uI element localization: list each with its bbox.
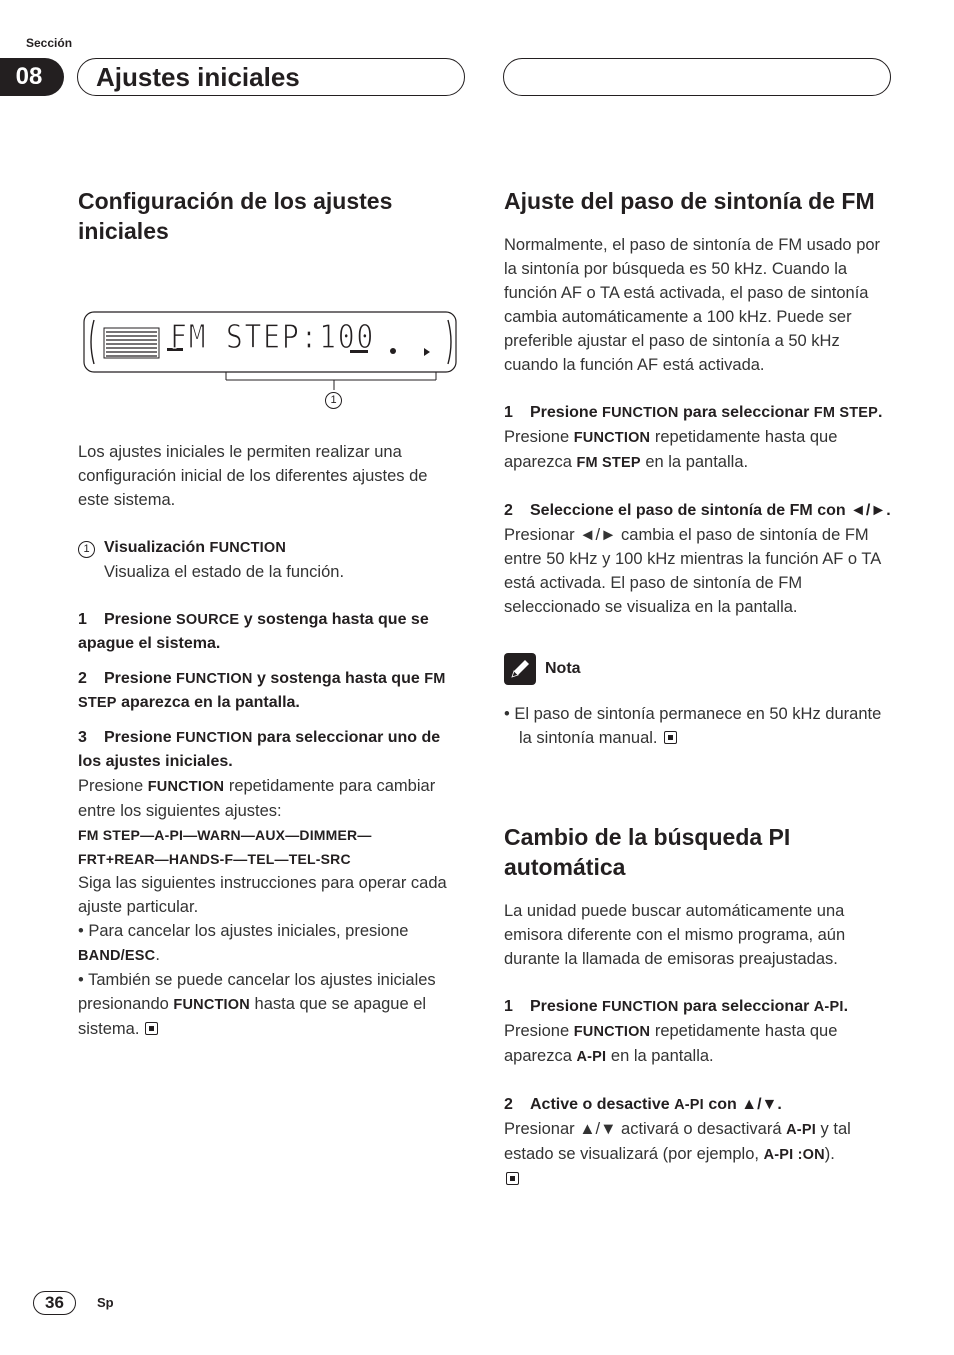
auto-pi-paragraph: La unidad puede buscar automáticamente una emisora diferente con el mismo programa, aún durante la llamada de emisoras preajustadas.	[504, 902, 846, 968]
auto-pi-step-1: 1 Presione FUNCTION para seleccionar A-PI.	[504, 998, 849, 1015]
end-mark-icon	[664, 731, 677, 744]
display-legend	[78, 536, 460, 584]
left-column	[78, 186, 460, 1041]
language-code: Sp	[97, 1295, 114, 1310]
follow-paragraph: Siga las siguientes instrucciones para operar cada ajuste particular.	[78, 874, 447, 916]
step-2: 2 Presione FUNCTION y sostenga hasta que FM STEP aparezca en la pantalla.	[78, 670, 446, 711]
bullet-cancel-band: • Para cancelar los ajustes iniciales, presione BAND/ESC.	[78, 922, 409, 964]
fm-step-1: 1 Presione FUNCTION para seleccionar FM STEP.	[504, 404, 883, 421]
pencil-icon-svg	[504, 653, 536, 685]
end-mark-line	[504, 1167, 894, 1191]
fm-step-1-body: Presione FUNCTION repetidamente hasta que aparezca FM STEP en la pantalla.	[504, 428, 838, 471]
legend-number: 1	[78, 541, 95, 558]
header-right-pill	[503, 58, 891, 96]
heading-config: Configuración de los ajustes iniciales	[78, 188, 393, 244]
chapter-title: Ajustes iniciales	[77, 58, 465, 96]
section-label: Sección	[26, 36, 73, 50]
bullet-cancel-function: • También se puede cancelar los ajustes iniciales presionando FUNCTION hasta que se apague el sistema.	[78, 971, 436, 1038]
step-1: 1 Presione SOURCE y sostenga hasta que se apague el sistema.	[78, 611, 429, 652]
nota-label: Nota	[545, 660, 581, 677]
fm-step-2-body: Presionar ◄/► cambia el paso de sintonía de FM entre 50 kHz y 100 kHz mientras la función AF o TA está activada. El paso de sintonía de FM seleccionado se visualiza en la pantalla.	[504, 526, 881, 616]
settings-line-2: FRT+REAR—HANDS-F—TEL—TEL-SRC	[78, 851, 351, 867]
legend-label-function: FUNCTION	[209, 540, 287, 556]
settings-line-1: FM STEP—A-PI—WARN—AUX—DIMMER—	[78, 827, 372, 843]
end-mark-icon	[145, 1022, 158, 1035]
step-3: 3 Presione FUNCTION para seleccionar uno de los ajustes iniciales.	[78, 729, 441, 770]
chapter-number-badge: 08	[0, 58, 64, 96]
nota-text: • El paso de sintonía permanece en 50 kHz durante la sintonía manual.	[504, 705, 882, 747]
heading-fm-step: Ajuste del paso de sintonía de FM	[504, 188, 875, 214]
legend-desc: Visualiza el estado de la función.	[104, 563, 345, 581]
legend-label: Visualización	[104, 539, 206, 556]
pencil-note-icon	[504, 653, 536, 685]
end-mark-icon	[506, 1172, 519, 1185]
callout-marker	[325, 390, 342, 409]
fm-step-paragraph: Normalmente, el paso de sintonía de FM usado por la sintonía por búsqueda es 50 kHz. Cuando la función AF o TA está activada, el paso de sintonía cambia automáticamente a 100 kHz. Puede ser preferible ajustar el paso de sintonía a 50 kHz cuando la función AF está activada.	[504, 236, 881, 374]
heading-auto-pi: Cambio de la búsqueda PI automática	[504, 824, 791, 880]
step-3-body: Presione FUNCTION repetidamente para cambiar entre los siguientes ajustes:	[78, 777, 436, 820]
right-column	[504, 186, 894, 1191]
auto-pi-step-2-body: Presionar ▲/▼ activará o desactivará A-PI y tal estado se visualizará (por ejemplo, A-PI :ON).	[504, 1120, 851, 1163]
fm-step-2: 2 Seleccione el paso de sintonía de FM con ◄/►.	[504, 502, 891, 519]
auto-pi-step-2: 2 Active o desactive A-PI con ▲/▼.	[504, 1096, 782, 1113]
lcd-display-illustration	[78, 310, 460, 414]
callout-number: 1	[325, 392, 342, 409]
lcd-display-svg	[78, 310, 460, 414]
nota-header	[504, 653, 894, 685]
page-number: 36	[33, 1291, 76, 1315]
lcd-text: FM STEP:100	[170, 317, 375, 356]
auto-pi-step-1-body: Presione FUNCTION repetidamente hasta que aparezca A-PI en la pantalla.	[504, 1022, 838, 1065]
intro-paragraph: Los ajustes iniciales le permiten realizar una configuración inicial de los diferentes ajustes de este sistema.	[78, 443, 428, 509]
